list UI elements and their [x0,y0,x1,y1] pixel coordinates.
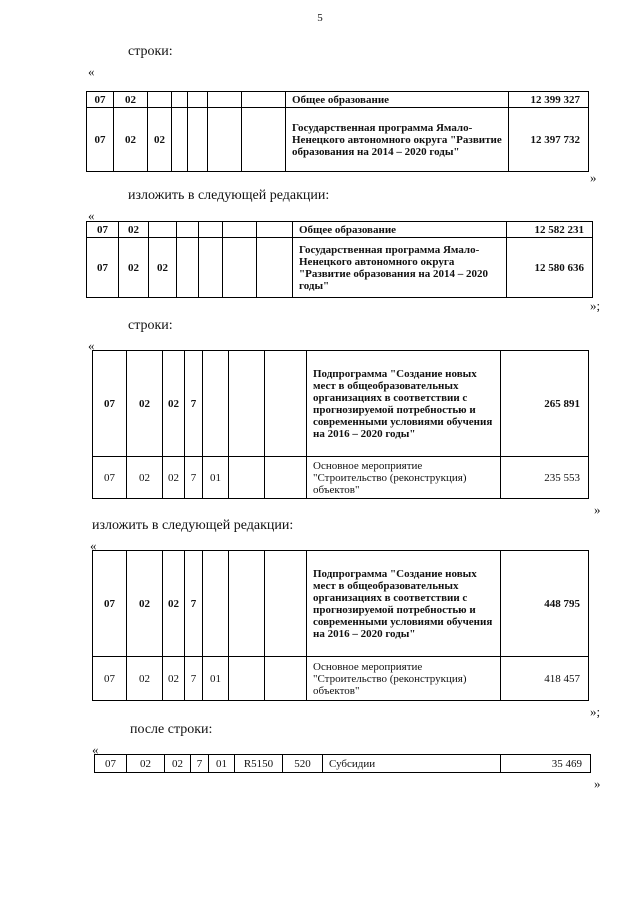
table-row-cell: 02 [119,222,149,238]
table-row-name: Подпрограмма "Создание новых мест в общеобразовательных организациях в соответствии с прогнозируемой потребностью и современными условиями обучения на 2016 – 2020 годы" [307,551,501,657]
table-row-value: 265 891 [501,351,589,457]
page-number: 5 [317,12,323,24]
table-row-name: Государственная программа Ямало-Ненецкого автономного округа "Развитие образования на 2014 – 2020 годы" [293,238,507,298]
table-row-cell [229,657,265,701]
table-row-value: 12 580 636 [507,238,593,298]
table-row-cell: 02 [149,238,177,298]
table-row-cell: 02 [163,457,185,499]
table-row-cell [177,238,199,298]
table-row-cell: 02 [163,551,185,657]
table-row-cell [257,222,293,238]
close-quote-3: » [594,502,601,517]
close-quote-4: »; [590,704,601,719]
table-row-cell: 07 [93,657,127,701]
table-row-cell [172,108,188,172]
open-quote-3: « [88,338,95,353]
table-row-cell: 7 [185,351,203,457]
table-row-cell [208,92,242,108]
table-row-cell: 07 [87,92,114,108]
table-row-cell [203,551,229,657]
table-row-value: 418 457 [501,657,589,701]
open-quote-4: « [90,538,97,553]
table-row-cell: 07 [87,222,119,238]
table-row-cell: 01 [209,755,235,773]
table-row-name: Основное мероприятие "Строительство (реконструкция) объектов" [307,457,501,499]
table-row-cell [188,108,208,172]
table-row-cell: 02 [165,755,191,773]
table-row-cell [265,657,307,701]
label-edit-2: изложить в следующей редакции: [92,518,294,533]
table-row-cell: 02 [163,657,185,701]
table-row-cell [265,551,307,657]
table-row-cell: 02 [119,238,149,298]
table-row-cell: 07 [95,755,127,773]
table-row-cell [229,551,265,657]
table-row-cell: 02 [114,92,148,108]
table-row-cell: 520 [283,755,323,773]
table-row-cell: 02 [127,755,165,773]
table-row-cell: 01 [203,457,229,499]
table-row-cell [149,222,177,238]
table-row-cell [242,92,286,108]
table-row-value: 12 582 231 [507,222,593,238]
table-row-name: Государственная программа Ямало-Ненецкого автономного округа "Развитие образования на 2014 – 2020 годы" [286,108,509,172]
table-row-cell: 02 [127,457,163,499]
table-row-cell [229,351,265,457]
table-row-cell [172,92,188,108]
label-rows-2: строки: [128,318,173,333]
table-row-cell: 02 [114,108,148,172]
table-row-cell [265,457,307,499]
table-4 [92,550,589,701]
close-quote-1: » [590,170,597,185]
table-row-cell [188,92,208,108]
table-row-value: 35 469 [501,755,591,773]
table-row-cell: 02 [127,551,163,657]
table-row-cell [203,351,229,457]
table-row-name: Субсидии [323,755,501,773]
table-row-cell: 7 [185,657,203,701]
label-edit-1: изложить в следующей редакции: [128,188,330,203]
close-quote-5: » [594,776,601,791]
table-row-cell: 7 [191,755,209,773]
table-row-cell [223,238,257,298]
table-row-cell: 02 [127,657,163,701]
table-row-cell: 07 [87,108,114,172]
label-rows-1: строки: [128,44,173,59]
table-row-name: Подпрограмма "Создание новых мест в общеобразовательных организациях в соответствии с прогнозируемой потребностью и современными условиями обучения на 2016 – 2020 годы" [307,351,501,457]
close-quote-2: »; [590,298,601,313]
table-row-cell: 07 [93,457,127,499]
table-5 [94,754,591,773]
table-row-cell: 7 [185,551,203,657]
table-row-cell [257,238,293,298]
table-row-value: 12 397 732 [509,108,589,172]
table-2 [86,221,593,298]
table-row-cell [148,92,172,108]
open-quote-1: « [88,64,95,79]
open-quote-5: « [92,742,99,757]
table-row-name: Основное мероприятие "Строительство (реконструкция) объектов" [307,657,501,701]
table-row-cell: 07 [87,238,119,298]
table-row-cell [177,222,199,238]
table-1 [86,91,589,172]
table-row-cell: R5150 [235,755,283,773]
open-quote-2: « [88,208,95,223]
table-row-cell: 02 [127,351,163,457]
table-row-value: 235 553 [501,457,589,499]
table-row-name: Общее образование [286,92,509,108]
table-row-cell [208,108,242,172]
table-row-cell [242,108,286,172]
table-row-name: Общее образование [293,222,507,238]
table-row-cell [223,222,257,238]
table-row-cell [265,351,307,457]
table-row-cell: 02 [163,351,185,457]
table-row-cell: 07 [93,551,127,657]
table-row-cell: 7 [185,457,203,499]
table-row-cell: 02 [148,108,172,172]
table-row-value: 448 795 [501,551,589,657]
table-row-cell: 01 [203,657,229,701]
table-row-cell [199,222,223,238]
label-after: после строки: [130,722,213,737]
table-row-cell [229,457,265,499]
table-row-cell [199,238,223,298]
table-3 [92,350,589,499]
table-row-cell: 07 [93,351,127,457]
table-row-value: 12 399 327 [509,92,589,108]
